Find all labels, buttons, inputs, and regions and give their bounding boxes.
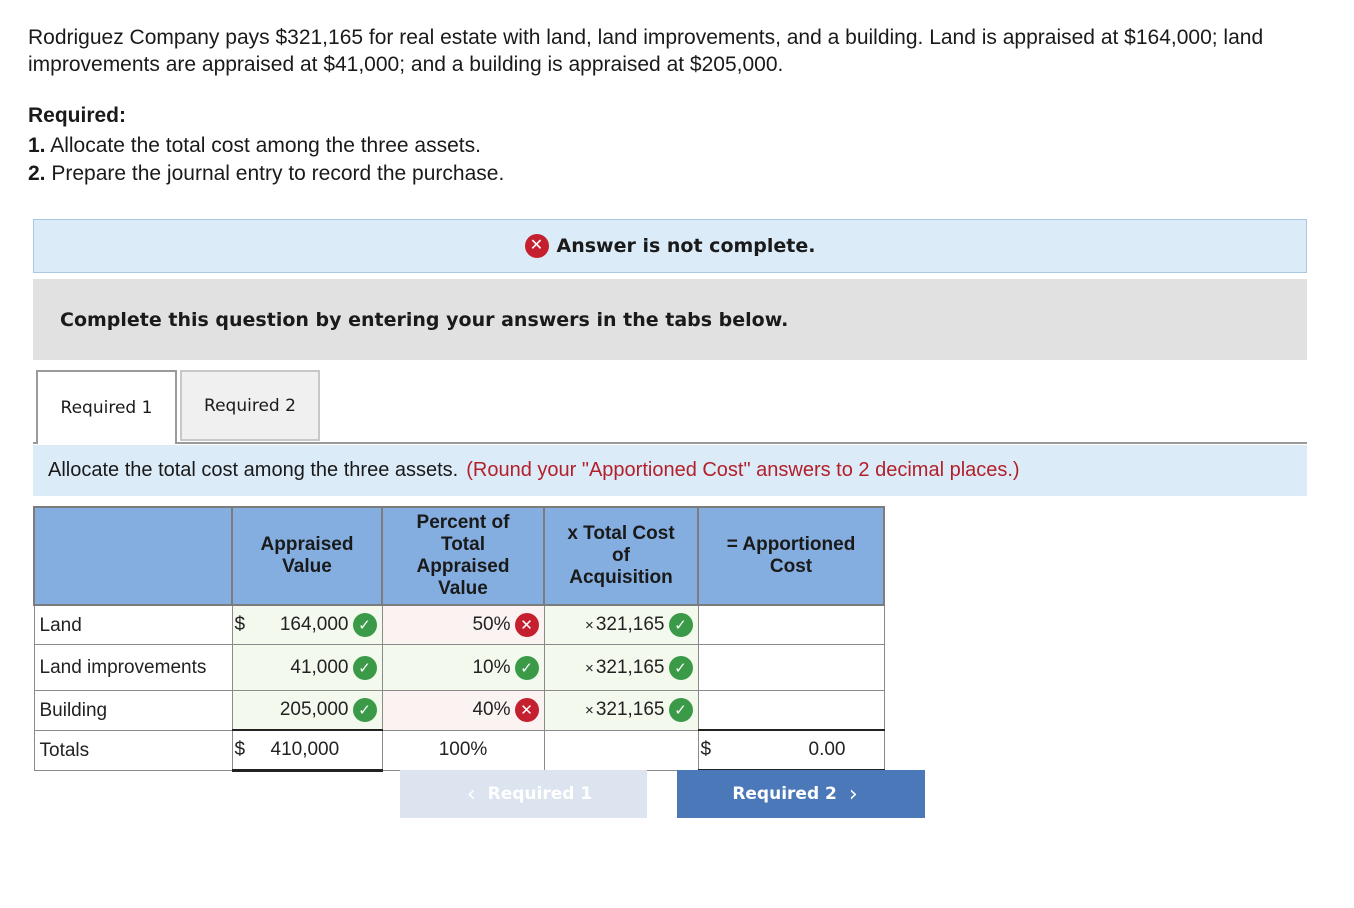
answer-status-text: Answer is not complete. [556,235,816,257]
total-cost-input[interactable] [544,605,698,645]
header-blank [34,507,232,605]
table-header-row [34,507,884,605]
required-list [28,132,504,188]
table-row [34,645,884,691]
row-label: Land [34,605,232,645]
dollar-sign: $ [234,614,246,635]
row-label: Land improvements [34,645,232,691]
check-icon: ✓ [353,698,377,722]
percent-value: 10% [472,656,511,678]
tab-instruction-text: Allocate the total cost among the three assets. [48,459,459,481]
chevron-left-icon: ‹ [466,781,476,807]
required-item-text: Allocate the total cost among the three assets. [50,134,481,157]
x-circle-icon: ✕ [515,613,539,637]
appraised-input[interactable] [232,605,382,645]
header-percent-text: Percent of Total Appraised Value [416,512,510,599]
check-icon: ✓ [353,656,377,680]
header-appraised-text: Appraised Value [260,534,354,577]
rounding-note: (Round your "Apportioned Cost" answers to 2 decimal places.) [466,459,1020,481]
required-heading: Required: [28,104,127,127]
apportioned-cost-input[interactable] [698,645,884,691]
appraised-input[interactable] [232,645,382,691]
prev-button-label: Required 1 [487,784,593,804]
header-percent [382,507,544,605]
appraised-value: 205,000 [279,699,349,720]
apportioned-total-value: 0.00 [808,739,846,760]
prev-button[interactable] [400,770,647,818]
total-cost-value: 321,165 [595,699,665,721]
allocation-table [33,506,885,772]
tab-bar [33,370,1307,444]
percent-total [382,730,544,771]
next-button-label: Required 2 [732,784,837,804]
instruction-text: Complete this question by entering your answers in the tabs below. [60,308,789,331]
appraised-input[interactable] [232,691,382,731]
percent-value: 50% [472,614,511,635]
header-appraised-value [232,507,382,605]
tab-required-1[interactable]: Required 1 [36,370,177,444]
total-cost-input[interactable] [544,691,698,731]
apportioned-cost-input[interactable] [698,605,884,645]
required-item-text: Prepare the journal entry to record the purchase. [51,162,505,185]
totals-label: Totals [34,730,232,771]
row-label: Building [34,691,232,731]
percent-input[interactable] [382,645,544,691]
percent-input[interactable] [382,691,544,731]
times-symbol: × [585,659,594,677]
table-row [34,605,884,645]
header-total-cost-text: x Total Cost of Acquisition [567,523,675,588]
cost-total-blank [544,730,698,771]
table-row [34,691,884,731]
required-item-number: 2. [28,162,46,185]
total-cost-value: 321,165 [595,614,665,635]
check-icon: ✓ [669,698,693,722]
required-item-2 [28,160,504,188]
percent-value: 40% [472,699,511,721]
apportioned-cost-input[interactable] [698,691,884,731]
times-symbol: × [585,702,594,720]
header-apportioned-cost [698,507,884,605]
dollar-sign: $ [700,739,712,760]
appraised-total-value: 410,000 [270,739,340,760]
tab-instruction [33,445,1307,496]
percent-total-value: 100% [438,739,488,761]
check-icon: ✓ [353,613,377,637]
required-item-number: 1. [28,134,46,157]
tab-required-2[interactable]: Required 2 [180,370,320,441]
chevron-right-icon: › [848,781,858,807]
x-circle-icon: ✕ [515,698,539,722]
appraised-total [232,730,382,771]
appraised-value: 164,000 [279,614,349,635]
next-button[interactable] [677,770,925,818]
required-item-1 [28,132,504,160]
check-icon: ✓ [669,656,693,680]
dollar-sign: $ [234,739,246,760]
total-cost-input[interactable] [544,645,698,691]
header-apportioned-text: = Apportioned Cost [726,534,856,577]
check-icon: ✓ [669,613,693,637]
percent-input[interactable] [382,605,544,645]
totals-row [34,730,884,771]
instruction-bar [33,279,1307,360]
problem-statement: Rodriguez Company pays $321,165 for real estate with land, land improvements, and a building. Land is appraised at $164,000; land improvements are appraised at $41,000; and a building is appraised at $205,000. [28,26,1264,76]
times-symbol: × [585,617,594,634]
total-cost-value: 321,165 [595,656,665,678]
header-total-cost [544,507,698,605]
x-circle-icon: ✕ [525,234,549,258]
appraised-value: 41,000 [290,656,349,678]
answer-status-banner [33,219,1307,273]
apportioned-total [698,730,884,771]
check-icon: ✓ [515,656,539,680]
